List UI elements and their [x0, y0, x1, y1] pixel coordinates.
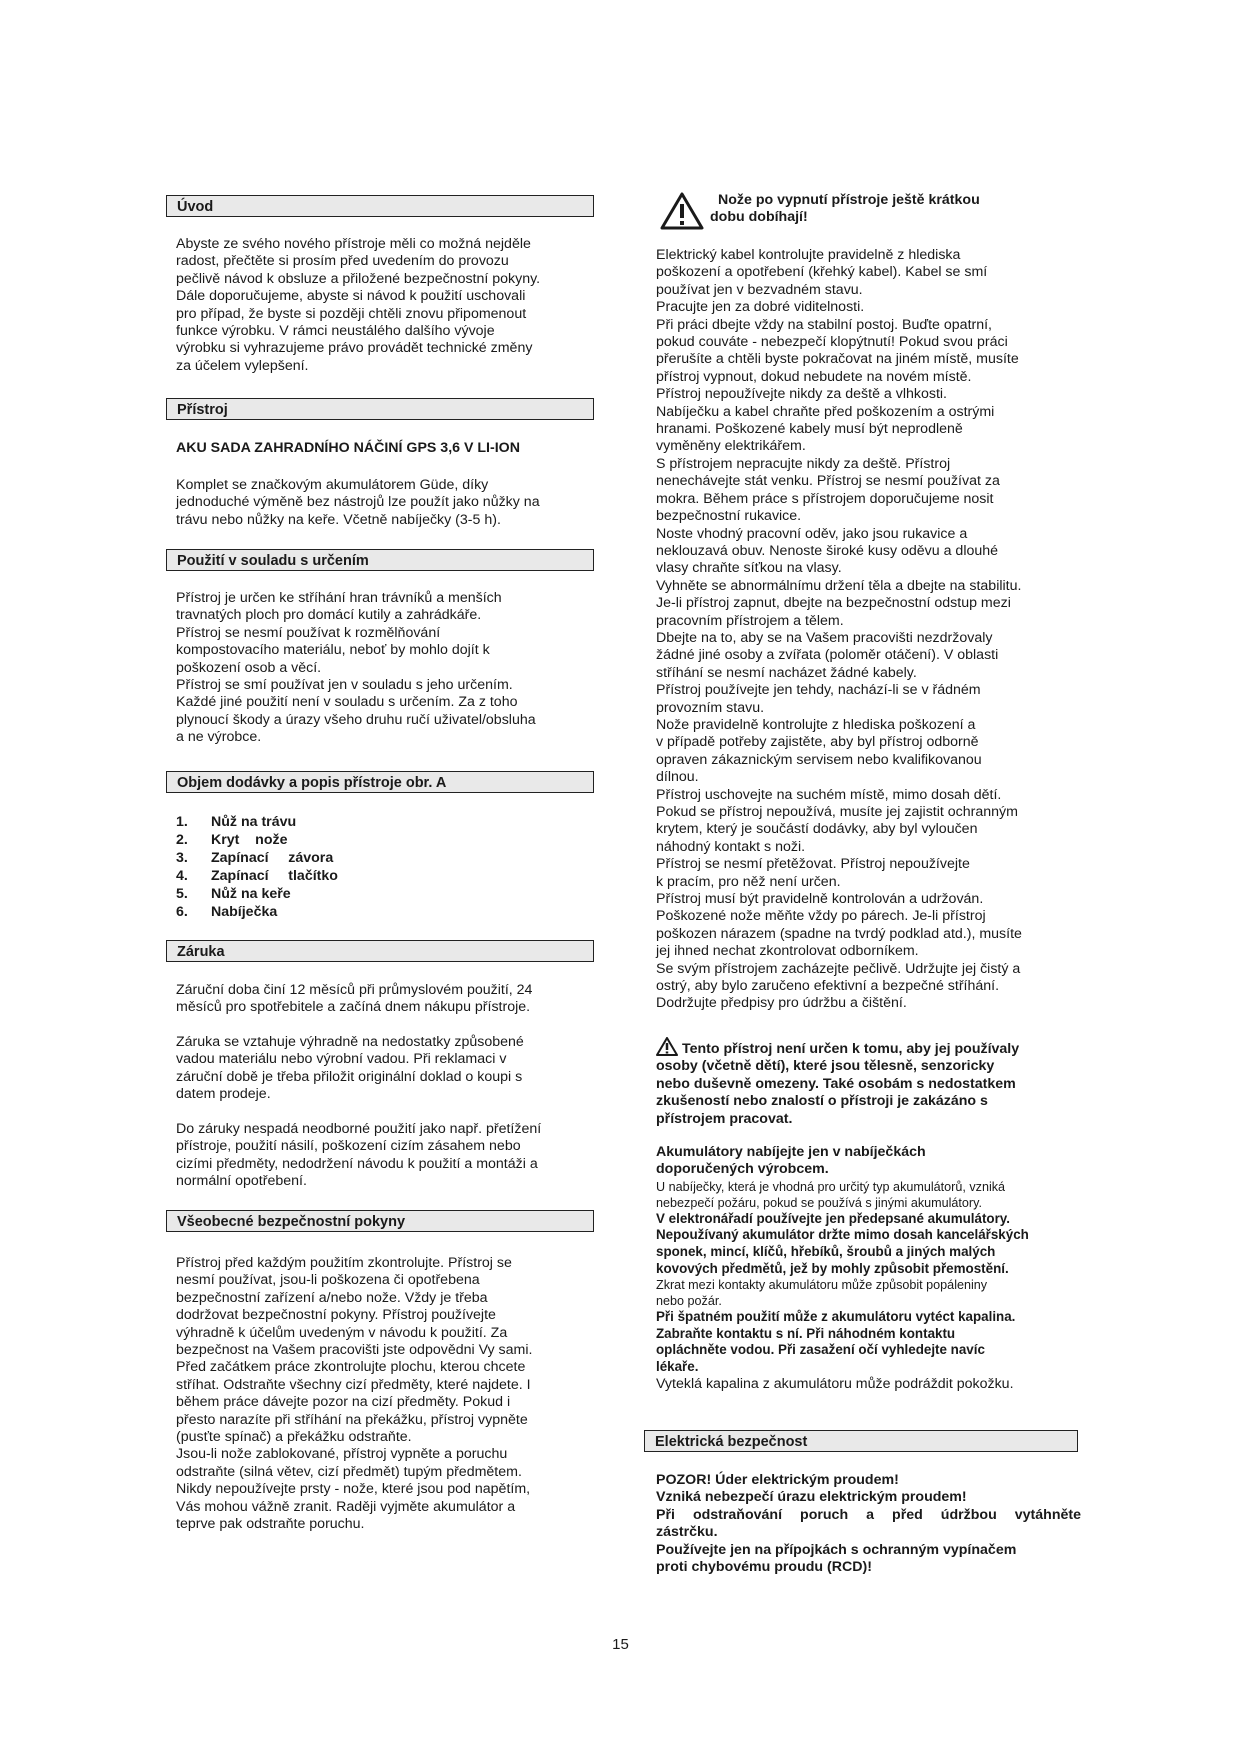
- text-line: bezpečnost na Vašem pracovišti jste odpovědni Vy sami.: [176, 1342, 533, 1359]
- text-line: měsíců pro spotřebitele a začíná dnem nákupu přístroje.: [176, 999, 531, 1016]
- children-warning: [656, 1037, 1081, 1128]
- text-line: dobu dobíhají!: [710, 209, 808, 226]
- text-line: dílnou.: [656, 769, 699, 786]
- text-line: [656, 1037, 1081, 1058]
- text-line: sponek, mincí, klíčů, hřebíků, šroubů a jiných malých: [656, 1244, 996, 1259]
- text-line: jednoduché výměně bez nástrojů lze použít jako nůžky na: [176, 494, 540, 511]
- list-number: 1.: [176, 814, 188, 830]
- text-line: Přístroj uschovejte na suchém místě, mimo dosah dětí.: [656, 786, 1002, 803]
- text-line: opláchněte vodou. Při zasažení očí vyhledejte navíc: [656, 1342, 985, 1358]
- section-heading-vseobecne: Všeobecné bezpečnostní pokyny: [166, 1210, 594, 1232]
- list-item: [176, 831, 338, 849]
- text-line: Vás mohou vážně zranit. Raději vyjměte akumulátor a: [176, 1498, 516, 1515]
- text-line: Při špatném použití může z akumulátoru vytéct kapalina.: [656, 1309, 1016, 1325]
- text-line: vyměněny elektrikářem.: [656, 438, 806, 455]
- text-span: Tento přístroj není určen k tomu, aby jej používaly: [682, 1041, 1020, 1057]
- text-line: lékaře.: [656, 1358, 699, 1374]
- text-line: nebezpečí požáru, pokud se používá s jinými akumulátory.: [656, 1195, 982, 1210]
- text-line: travnatých ploch pro domácí kutily a zahrádkáře.: [176, 607, 482, 624]
- text-line: Do záruky nespadá neodborné použití jako např. přetížení: [176, 1121, 542, 1137]
- text-line: datem prodeje.: [176, 1086, 271, 1103]
- text-line: přesto narazíte při stříhání na překážku, přístroj vypněte: [176, 1411, 528, 1428]
- text-line: Nepoužívaný akumulátor držte mimo dosah kancelářských: [656, 1227, 1029, 1243]
- text-line: Používejte jen na přípojkách s ochranným vypínačem: [656, 1541, 1017, 1558]
- text-line: za účelem vylepšení.: [176, 357, 309, 374]
- text-line: Nikdy nepoužívejte prsty - nože, které jsou pod napětím,: [176, 1481, 531, 1498]
- text-line: k pracím, pro něž není určen.: [656, 873, 841, 890]
- text-line: doporučených výrobcem.: [656, 1161, 829, 1178]
- text-line: S přístrojem nepracujte nikdy za deště. Přístroj: [656, 455, 951, 472]
- text-line: Komplet se značkovým akumulátorem Güde, díky: [176, 477, 489, 493]
- text-line: funkce výrobku. V rámci neustálého dalšího vývoje: [176, 323, 495, 340]
- list-label: Kryt nože: [211, 832, 288, 848]
- text-line: stříhání se nesmí nacházet žádné kabely.: [656, 664, 917, 681]
- text-line: Nože po vypnutí přístroje ještě krátkou: [718, 192, 980, 208]
- text-line: bezpečnostní zařízení a/nebo nože. Vždy je třeba: [176, 1289, 488, 1306]
- section-heading-pouziti: Použití v souladu s určením: [166, 549, 594, 571]
- text-line: Přístroj se nesmí používat k rozmělňování: [176, 624, 441, 641]
- text-line: Jsou-li nože zablokované, přístroj vypněte a poruchu: [176, 1446, 508, 1463]
- text-line: Pracujte jen za dobré viditelnosti.: [656, 299, 865, 316]
- text-line: zástrčku.: [656, 1524, 718, 1541]
- text-line: Dbejte na to, aby se na Vašem pracovišti nezdržovaly: [656, 629, 993, 646]
- zaruka-paragraph-2: [176, 1034, 591, 1104]
- text-line: Při odstraňování poruch a před údržbou vytáhněte: [656, 1506, 1081, 1523]
- list-item: [176, 813, 338, 831]
- text-line: teprve pak odstraňte poruchu.: [176, 1516, 365, 1533]
- text-line: Přístroj se smí používat jen v souladu s jeho určením.: [176, 677, 513, 694]
- text-line: poškození a opotřebení (křehký kabel). Kabel se smí: [656, 264, 988, 281]
- text-line: Je-li přístroj zapnut, dbejte na bezpečnostní odstup mezi: [656, 595, 1011, 612]
- text-line: Každé jiné použití není v souladu s určením. Za z toho: [176, 694, 518, 711]
- text-line: Noste vhodný pracovní oděv, jako jsou rukavice a: [656, 525, 968, 542]
- text-line: zkušeností nebo znalostí o přístroji je zakázáno s: [656, 1093, 988, 1110]
- text-line: Pokud se přístroj nepoužívá, musíte jej zajistit ochranným: [656, 804, 1018, 820]
- text-line: vadou materiálu nebo výrobní vadou. Při reklamaci v: [176, 1051, 507, 1068]
- text-line: nenechávejte stát venku. Přístroj se nesmí používat za: [656, 473, 1000, 490]
- text-line: Přístroj je určen ke stříhání hran trávníků a menších: [176, 590, 502, 606]
- text-line: Dodržujte předpisy pro údržbu a čištění.: [656, 995, 907, 1012]
- text-line: Přístroj musí být pravidelně kontrolován a udržován.: [656, 891, 984, 908]
- uvod-text: [176, 236, 591, 375]
- text-line: normální opotřebení.: [176, 1173, 307, 1190]
- warning-icon: [660, 192, 704, 230]
- text-line: žádné jiné osoby a zvířata (poloměr otáčení). V oblasti: [656, 647, 999, 664]
- list-item: [176, 867, 338, 885]
- text-line: Zkrat mezi kontakty akumulátoru může způsobit popáleniny: [656, 1278, 988, 1293]
- list-number: 5.: [176, 886, 188, 902]
- text-line: Přístroj se nesmí přetěžovat. Přístroj nepoužívejte: [656, 856, 970, 873]
- text-line: Vzniká nebezpečí úrazu elektrickým proudem!: [656, 1489, 967, 1506]
- text-line: Před začátkem práce zkontrolujte plochu, kterou chcete: [176, 1359, 526, 1376]
- text-line: Elektrický kabel kontrolujte pravidelně z hlediska: [656, 247, 961, 263]
- text-line: mokra. Během práce s přístrojem doporučujeme nosit: [656, 490, 994, 507]
- list-label: Nabíječka: [211, 904, 278, 920]
- text-line: Poškozené nože měňte vždy po párech. Je-li přístroj: [656, 908, 986, 925]
- text-line: používat jen v bezvadném stavu.: [656, 281, 863, 298]
- text-line: vlasy chraňte síťkou na vlasy.: [656, 560, 842, 577]
- text-line: provozním stavu.: [656, 699, 765, 716]
- text-line: kovových předmětů, jež by mohly způsobit přemostění.: [656, 1260, 1009, 1276]
- text-line: poškozen nárazem (spadne na tvrdý podklad atd.), musíte: [656, 925, 1022, 942]
- section-heading-uvod: Úvod: [166, 195, 594, 217]
- section-heading-zaruka: Záruka: [166, 940, 594, 962]
- text-line: výrobku si vyhrazujeme právo provádět technické změny: [176, 340, 533, 357]
- text-line: přístrojem pracovat.: [656, 1110, 793, 1127]
- product-title: AKU SADA ZAHRADNÍHO NÁČINÍ GPS 3,6 V LI-ION: [176, 440, 520, 456]
- text-line: Abyste ze svého nového přístroje měli co možná nejděle: [176, 236, 531, 252]
- text-line: Vyhněte se abnormálnímu držení těla a dbejte na stabilitu.: [656, 577, 1022, 594]
- text-line: dodržovat bezpečnostní pokyny. Přístroj používejte: [176, 1307, 496, 1324]
- text-line: Přístroj před každým použitím zkontrolujte. Přístroj se: [176, 1255, 512, 1271]
- electric-warning: [656, 1472, 1081, 1576]
- text-line: jej ihned nechat zkontrolovat odborníkem.: [656, 943, 919, 960]
- text-line: a ne výrobce.: [176, 729, 262, 746]
- text-line: pro případ, že byste si později chtěli znovu připomenout: [176, 305, 527, 322]
- list-item: [176, 903, 338, 921]
- text-line: Zabraňte kontaktu s ní. Při náhodném kontaktu: [656, 1325, 956, 1341]
- text-line: náhodný kontakt s noži.: [656, 838, 806, 855]
- text-line: trávu nebo nůžky na keře. Včetně nabíječky (3-5 h).: [176, 511, 501, 528]
- text-line: odstraňte (silná větev, cizí předmět) tupým předmětem.: [176, 1463, 522, 1480]
- list-number: 2.: [176, 832, 188, 848]
- warning-icon: [656, 1037, 678, 1056]
- text-line: nebo duševně omezeny. Také osobám s nedostatkem: [656, 1075, 1016, 1092]
- list-label: Nůž na trávu: [211, 814, 297, 830]
- list-number: 3.: [176, 850, 188, 866]
- text-line: nebo požár.: [656, 1294, 722, 1309]
- text-line: radost, přečtěte si prosím před uvedením do provozu: [176, 253, 509, 270]
- text-line: Akumulátory nabíjejte jen v nabíječkách: [656, 1144, 926, 1160]
- text-line: osoby (včetně dětí), které jsou tělesně, senzoricky: [656, 1058, 995, 1075]
- text-line: během práce dávejte pozor na cizí předměty. Pokud i: [176, 1394, 511, 1411]
- text-line: Nabíječku a kabel chraňte před poškozením a ostrými: [656, 403, 995, 420]
- text-line: nesmí používat, jsou-li poškozena či opotřebena: [176, 1272, 480, 1289]
- text-line: Přístroj používejte jen tehdy, nachází-li se v řádném: [656, 682, 981, 699]
- pristroj-text: [176, 477, 591, 529]
- page-number: 15: [612, 1636, 629, 1653]
- text-line: pečlivě návod k obsluze a přiložené bezpečnostní pokyny.: [176, 270, 541, 287]
- section-heading-objem: Objem dodávky a popis přístroje obr. A: [166, 771, 594, 793]
- text-line: Záruka se vztahuje výhradně na nedostatky způsobené: [176, 1034, 524, 1050]
- text-line: stříhat. Odstraňte všechny cizí předměty, které najdete. I: [176, 1376, 531, 1393]
- safety-instructions: [656, 247, 1081, 1013]
- text-line: Záruční doba činí 12 měsíců při průmyslovém použití, 24: [176, 982, 533, 998]
- zaruka-paragraph-1: [176, 982, 591, 1017]
- text-line: U nabíječky, která je vhodná pro určitý typ akumulátorů, vzniká: [656, 1179, 1006, 1194]
- text-line: plynoucí škody a úrazy všeho druhu ručí uživatel/obsluha: [176, 711, 536, 728]
- text-line: hranami. Poškozené kabely musí být neprodleně: [656, 421, 963, 438]
- text-line: kompostovacího materiálu, neboť by mohlo dojít k: [176, 642, 490, 659]
- parts-list: [176, 813, 338, 921]
- text-line: poškození osob a věcí.: [176, 659, 322, 676]
- zaruka-paragraph-3: [176, 1121, 591, 1191]
- text-line: ostrý, aby bylo zaručeno efektivní a bezpečné stříhání.: [656, 978, 1000, 995]
- list-label: Zapínací závora: [211, 850, 334, 866]
- text-line: Dále doporučujeme, abyste si návod k použití uschovali: [176, 288, 526, 305]
- text-line: V elektronářadí používejte jen předepsané akumulátory.: [656, 1210, 1010, 1226]
- text-line: pracovním přístrojem a tělem.: [656, 612, 844, 629]
- text-line: pokud couváte - nebezpečí klopýtnutí! Pokud svou práci: [656, 334, 1008, 351]
- text-line: krytem, který je součástí dodávky, aby byl vyloučen: [656, 821, 978, 838]
- text-line: POZOR! Úder elektrickým proudem!: [656, 1472, 899, 1488]
- text-line: Vyteklá kapalina z akumulátoru může podráždit pokožku.: [656, 1375, 1014, 1392]
- list-item: [176, 885, 338, 903]
- text-line: (pusťte spínač) a překážku odstraňte.: [176, 1429, 412, 1446]
- pouziti-text: [176, 590, 591, 747]
- text-line: cizími předměty, nedodržení návodu k použití a montáži a: [176, 1155, 538, 1172]
- text-line: v případě potřeby zajistěte, aby byl přístroj odborně: [656, 734, 979, 751]
- list-item: [176, 849, 338, 867]
- text-line: záruční době je třeba přiložit originální doklad o koupi s: [176, 1068, 523, 1085]
- text-line: bezpečnostní rukavice.: [656, 508, 802, 525]
- text-line: proti chybovému proudu (RCD)!: [656, 1559, 872, 1576]
- text-line: neklouzavá obuv. Nenoste široké kusy oděvu a dlouhé: [656, 542, 999, 559]
- text-line: Nože pravidelně kontrolujte z hlediska poškození a: [656, 716, 976, 733]
- list-label: Zapínací tlačítko: [211, 868, 338, 884]
- top-warning: [710, 192, 1080, 227]
- list-number: 6.: [176, 904, 188, 920]
- vseobecne-text: [176, 1255, 591, 1534]
- text-line: přístroje, použití násilí, poškození cizím zásahem nebo: [176, 1138, 521, 1155]
- list-label: Nůž na keře: [211, 886, 291, 902]
- text-line: přerušíte a chtěli byste pokračovat na jiném místě, musíte: [656, 351, 1019, 368]
- text-line: výhradně k účelům uvedeným v návodu k použití. Za: [176, 1324, 508, 1341]
- text-line: Se svým přístrojem zacházejte pečlivě. Udržujte jej čistý a: [656, 960, 1021, 977]
- section-heading-pristroj: Přístroj: [166, 398, 594, 420]
- list-number: 4.: [176, 868, 188, 884]
- section-heading-electric: Elektrická bezpečnost: [644, 1430, 1078, 1452]
- text-line: Přístroj nepoužívejte nikdy za deště a vlhkosti.: [656, 386, 947, 403]
- battery-section: [656, 1144, 1081, 1393]
- text-line: přístroj vypnout, dokud nebudete na novém místě.: [656, 368, 972, 385]
- text-line: opraven zákaznickým servisem nebo kvalifikovanou: [656, 751, 982, 768]
- text-line: Při práci dbejte vždy na stabilní postoj. Buďte opatrní,: [656, 316, 993, 333]
